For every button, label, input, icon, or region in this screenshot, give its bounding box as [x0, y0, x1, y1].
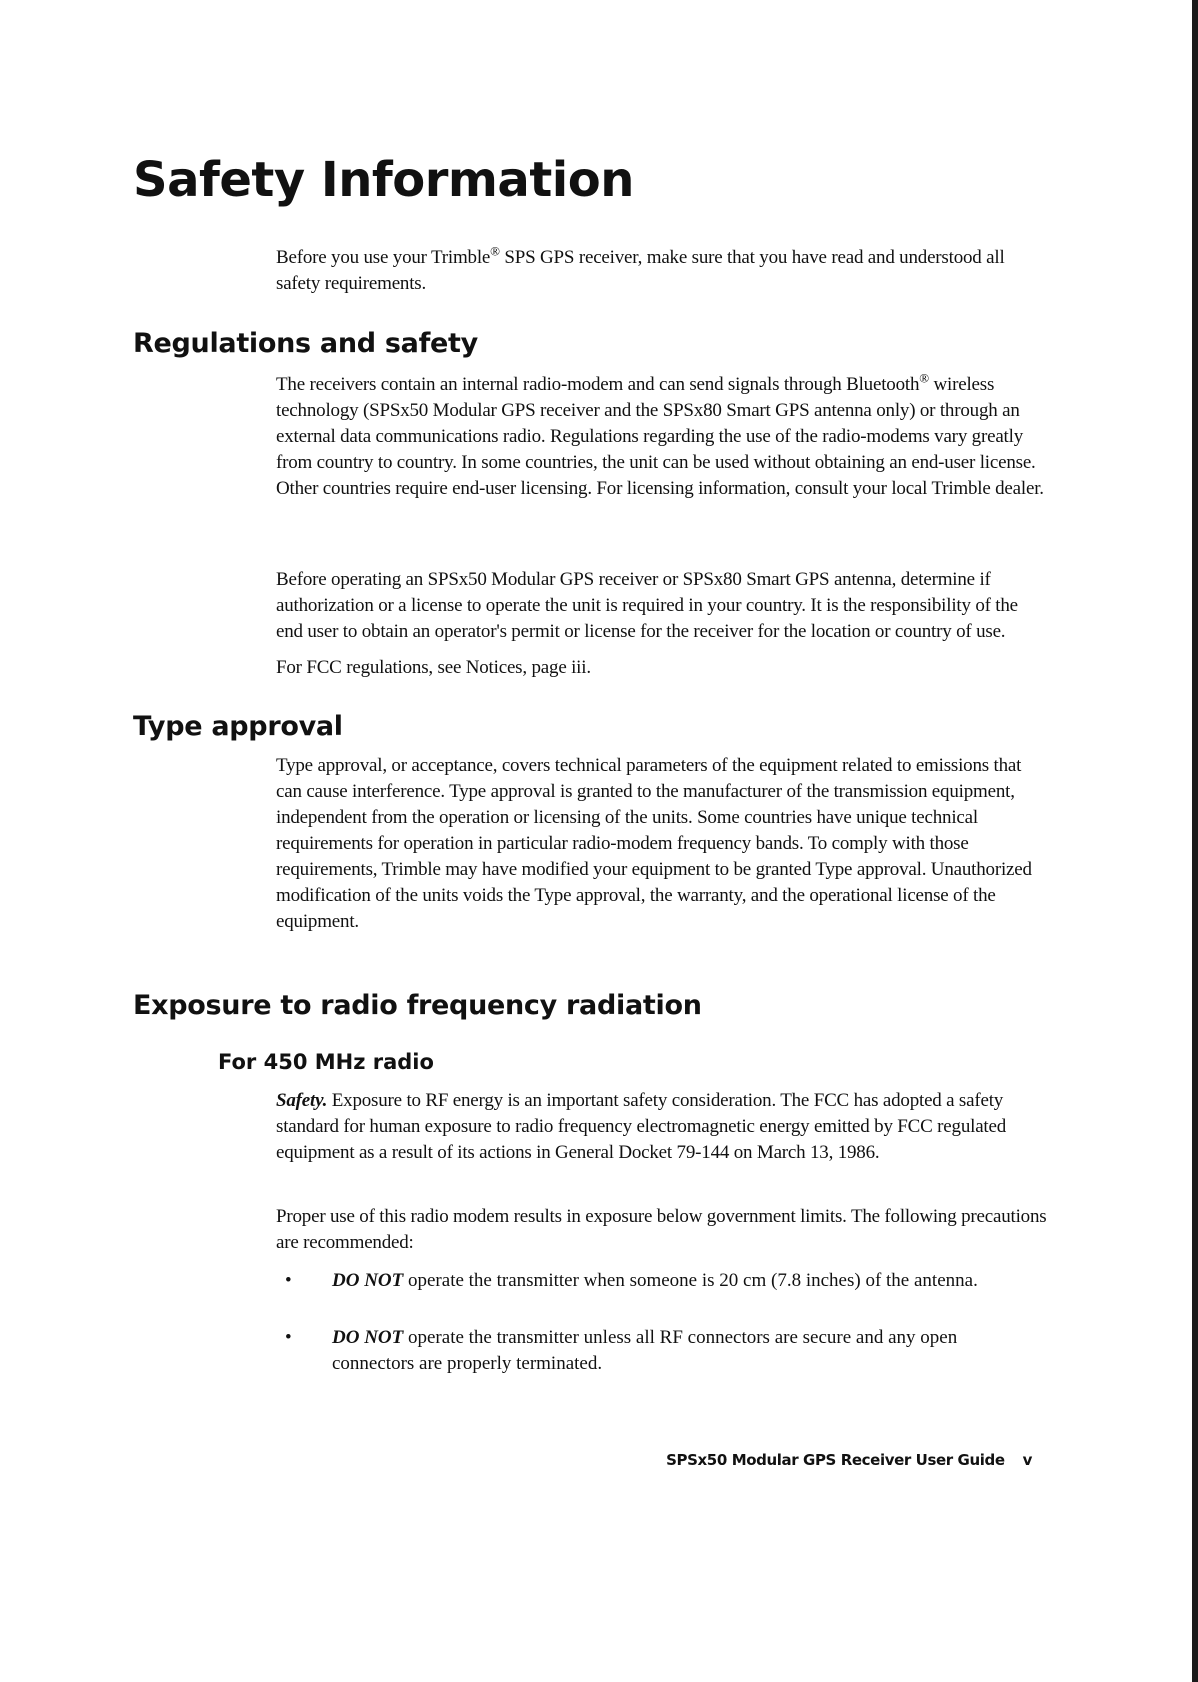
- bullet-marker: •: [285, 1270, 292, 1291]
- bullet-rest: operate the transmitter unless all RF connectors are secure and any open connectors are properly terminated.: [332, 1327, 958, 1374]
- intro-text-before: Before you use your Trimble: [276, 247, 491, 268]
- footer-page-number: v: [1022, 1451, 1032, 1469]
- bullet-rest: operate the transmitter when someone is 20 cm (7.8 inches) of the antenna.: [403, 1270, 978, 1291]
- type-approval-paragraph: Type approval, or acceptance, covers technical parameters of the equipment related to emissions that can cause interference. Type approval is granted to the manufacturer of the transmission equipment, independent from the operation or licensing of the units. Some countries have unique technical requirements for operation in particular radio-modem frequency bands. To comply with those requirements, Trimble may have modified your equipment to be granted Type approval. Unauthorized modification of the units voids the Type approval, the warranty, and the operational license of the equipment.: [276, 755, 1032, 932]
- intro-paragraph: [276, 245, 1048, 297]
- bullet-marker: •: [285, 1327, 292, 1348]
- exposure-paragraph-2: Proper use of this radio modem results in exposure below government limits. The following precautions are recommended:: [276, 1206, 1047, 1253]
- bullet-text: [332, 1268, 1042, 1294]
- exposure-p1-rest: Exposure to RF energy is an important safety consideration. The FCC has adopted a safety standard for human exposure to radio frequency electromagnetic energy emitted by FCC regulated equipment as a result of its actions in General Docket 79-144 on March 13, 1986.: [276, 1090, 1007, 1163]
- safety-lead: Safety.: [276, 1090, 328, 1111]
- exposure-heading: Exposure to radio frequency radiation: [133, 990, 702, 1021]
- regulations-paragraph-1: [276, 372, 1048, 502]
- regulations-p1-after: wireless technology (SPSx50 Modular GPS receiver and the SPSx80 Smart GPS antenna only) or through an external data communications radio. Regulations regarding the use of the radio-modems vary greatly from country to country. In some countries, the unit can be used without obtaining an end-user license. Other countries require end-user licensing. For licensing information, consult your local Trimble dealer.: [276, 374, 1044, 499]
- page-footer: [600, 1450, 1032, 1470]
- bullet-lead: DO NOT: [332, 1327, 404, 1348]
- registered-mark: ®: [490, 243, 500, 259]
- page-edge: [1192, 0, 1198, 1682]
- intro-text-after: SPS GPS receiver, make sure that you have read and understood all safety requirements.: [276, 247, 1005, 294]
- bullet-lead: DO NOT: [332, 1270, 404, 1291]
- regulations-heading: Regulations and safety: [133, 328, 478, 359]
- footer-guide-title: SPSx50 Modular GPS Receiver User Guide: [666, 1451, 1005, 1469]
- regulations-p1-before: The receivers contain an internal radio-modem and can send signals through Bluetooth: [276, 374, 920, 395]
- regulations-paragraph-2: Before operating an SPSx50 Modular GPS receiver or SPSx80 Smart GPS antenna, determine if authorization or a license to operate the unit is required in your country. It is the responsibility of the end user to obtain an operator's permit or license for the receiver for the location or country of use.: [276, 569, 1018, 642]
- registered-mark: ®: [919, 370, 929, 386]
- exposure-paragraph-1: [276, 1088, 1048, 1166]
- regulations-paragraph-3: For FCC regulations, see Notices, page iii.: [276, 657, 591, 678]
- radio-450-subheading: For 450 MHz radio: [218, 1050, 434, 1074]
- type-approval-heading: Type approval: [133, 711, 343, 742]
- page-title: Safety Information: [133, 152, 634, 208]
- bullet-text: [332, 1325, 1042, 1377]
